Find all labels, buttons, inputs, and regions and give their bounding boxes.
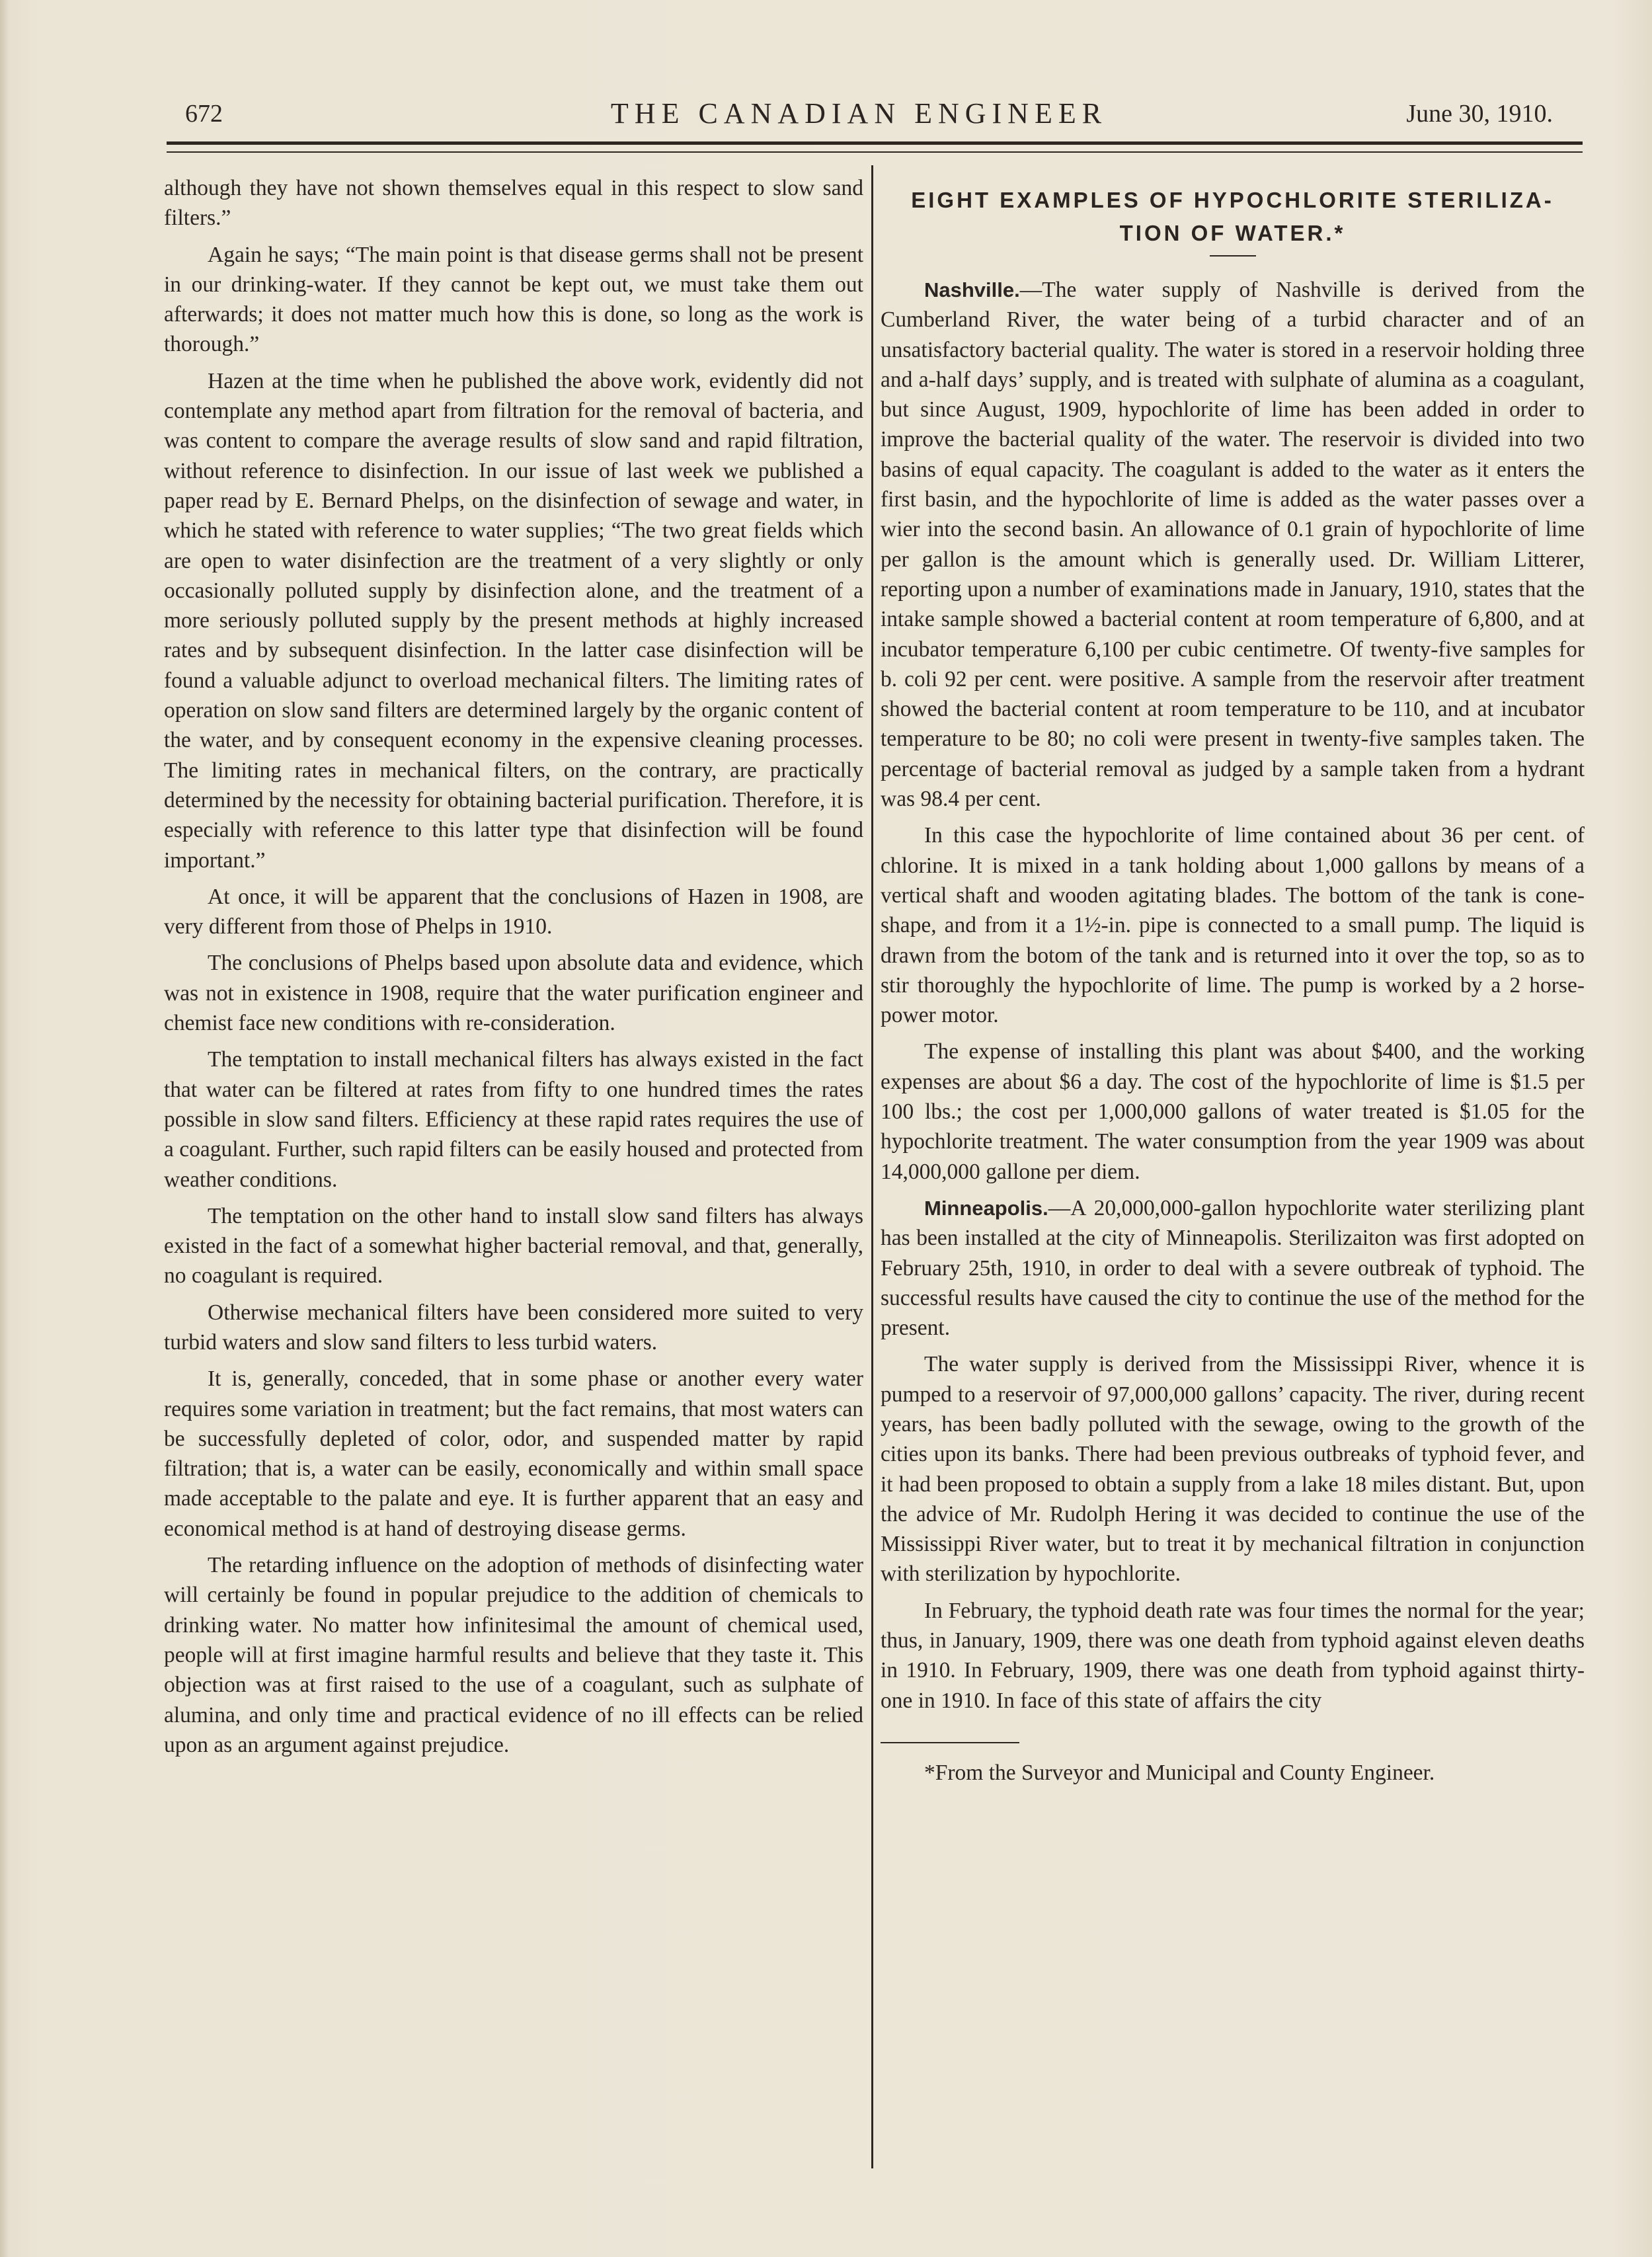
paragraph: Otherwise mechanical filters have been considered more suited to very turbid waters and slow sand filters to less turbid waters. (164, 1300, 863, 1355)
paragraph: In February, the typhoid death rate was four times the normal for the year; thus, in January, 1909, there was one death from typhoid against eleven deaths in 1910. In February, 1909, there was one death from typhoid against thirty-one in 1910. In face of this state of affairs the city (881, 1598, 1585, 1713)
heading-rule (1210, 255, 1256, 257)
paragraph: The conclusions of Phelps based upon absolute data and evidence, which was not in existence in 1908, require that the water purification engineer and chemist face new conditions with re-consideration. (164, 951, 863, 1036)
paragraph-text: —The water supply of Nashville is derived from the Cumberland River, the water being of a turbid character and of an unsatisfactory bacterial quality. The water is stored in a reservoir holding three and a-half days’ supply, and is treated with sulphate of alumina as a coagulant, but since August, 1909, hypochlorite of lime has been added in order to improve the bacterial quality of the water. The reservoir is divided into two basins of equal capacity. The coagulant is added to the water as it enters the first basin, and the hypochlorite of lime is added as the water passes over a wier into the second basin. An allowance of 0.1 grain of hypochlorite of lime per gallon is the amount which is generally used. Dr. William Litterer, reporting upon a number of examinations made in January, 1910, states that the intake sample showed a bacterial content at room temperature of 6,800, and at incubator temperature 6,100 per cubic centimetre. Of twenty-five samples for b. coli 92 per cent. were positive. A sample from the reservoir after treatment showed the bacterial content at room temperature to be 110, and at incubator temperature to be 80; no coli were present in twenty-five samples taken. The percentage of bacterial removal as judged by a sample taken from a hydrant was 98.4 per cent. (881, 278, 1585, 812)
column-divider (871, 165, 873, 2168)
run-in-heading-nashville: Nashville. (924, 278, 1020, 301)
paragraph: The retarding influence on the adoption of methods of disinfecting water will certainly be found in popular prejudice to the addition of chemicals to drinking water. No matter how infinitesimal the amount of chemical used, people will at first imagine harmful results and believe that they taste it. This objection was at first raised to the use of a coagulant, such as sulphate of alumina, and only time and practical evidence of no ill effects can be relied upon as an argument against prejudice. (164, 1553, 863, 1757)
page-number: 672 (185, 100, 223, 128)
left-column (164, 173, 863, 1766)
paragraph: It is, generally, conceded, that in some phase or another every water requires some variation in treatment; but the fact remains, that most waters can be successfully depleted of color, odor, and suspended matter by rapid filtration; that is, a water can be easily, economically and within small space made acceptable to the palate and eye. It is further apparent that an easy and economical method is at hand of destroying disease germs. (164, 1366, 863, 1541)
right-column (881, 173, 1585, 1794)
paragraph: Again he says; “The main point is that disease germs shall not be present in our drinking-water. If they cannot be kept out, we must take them out afterwards; it does not matter much how this is done, so long as the work is thorough.” (164, 242, 863, 357)
page-header (165, 93, 1553, 139)
paragraph: Hazen at the time when he published the above work, evidently did not contemplate any method apart from filtration for the removal of bacteria, and was content to compare the average results of slow sand and rapid filtration, without reference to disinfection. In our issue of last week we published a paper read by E. Bernard Phelps, on the disinfection of sewage and water, in which he stated with reference to water supplies; “The two great fields which are open to water disinfection are the treatment of a very slightly or only occasionally polluted supply by disinfection alone, and the treatment of a more seriously polluted supply by the present methods at highly increased rates and by subsequent disinfection. In the latter case disinfection will be found a valuable adjunct to overload mechanical filters. The limiting rates of operation on slow sand filters are determined largely by the organic content of the water, and by consequent economy in the expensive cleaning processes. The limiting rates in mechanical filters, on the contrary, are practically determined by the necessity for obtaining bacterial purification. Therefore, it is especially with reference to this latter type that disinfection will be found important.” (164, 368, 863, 873)
paragraph-minneapolis (881, 1193, 1585, 1343)
paragraph-text: —A 20,000,000-gallon hypochlorite water sterilizing plant has been installed at the city of Minneapolis. Sterilizaiton was first adopted on February 25th, 1910, in order to deal with a severe outbreak of typhoid. The successful results have caused the city to continue the use of the method for the present. (881, 1195, 1585, 1341)
journal-title: THE CANADIAN ENGINEER (610, 97, 1108, 130)
run-in-heading-minneapolis: Minneapolis. (924, 1196, 1048, 1220)
paragraph: At once, it will be apparent that the conclusions of Hazen in 1908, are very different from those of Phelps in 1910. (164, 884, 863, 939)
paragraph: In this case the hypochlorite of lime contained about 36 per cent. of chlorine. It is mixed in a tank holding about 1,000 gallons by means of a vertical shaft and wooden agitating blades. The bottom of the tank is cone-shape, and from it a 1½-in. pipe is connected to a small pump. The liquid is drawn from the botom of the tank and is returned into it over the top, so as to stir thoroughly the hypochlorite of lime. The pump is worked by a 2 horse-power motor. (881, 823, 1585, 1028)
paragraph: The temptation on the other hand to install slow sand filters has always existed in the fact of a somewhat higher bacterial removal, and that, generally, no coagulant is required. (164, 1203, 863, 1288)
footnote-rule (881, 1742, 1019, 1743)
header-rule-thin (167, 151, 1583, 153)
header-rule-thick (167, 141, 1583, 145)
paragraph: The water supply is derived from the Mississippi River, whence it is pumped to a reservoir of 97,000,000 gallons’ capacity. The river, during recent years, has been badly polluted with the sewage, owing to the growth of the cities upon its banks. There had been previous outbreaks of typhoid fever, and it had been proposed to obtain a supply from a lake 18 miles distant. But, upon the advice of Mr. Rudolph Hering it was decided to continue the use of the Mississippi River water, but to treat it by mechanical filtration in conjunction with sterilization by hypochlorite. (881, 1352, 1585, 1587)
paragraph: although they have not shown themselves equal in this respect to slow sand filters.” (164, 176, 863, 231)
article-heading: EIGHT EXAMPLES OF HYPOCHLORITE STERILIZA-TION OF WATER.* (911, 188, 1554, 245)
paragraph: The expense of installing this plant was about $400, and the working expenses are about $6 a day. The cost of the hypochlorite of lime is $1.5 per 100 lbs.; the cost per 1,000,000 gallons of water treated is $1.05 for the hypochlorite treatment. The water consumption from the year 1909 was about 14,000,000 gallone per diem. (881, 1039, 1585, 1184)
issue-date: June 30, 1910. (1406, 100, 1553, 128)
paragraph: The temptation to install mechanical filters has always existed in the fact that water can be filtered at rates from fifty to one hundred times the rates possible in slow sand filters. Efficiency at these rapid rates requires the use of a coagulant. Further, such rapid filters can be easily housed and protected from weather conditions. (164, 1047, 863, 1192)
footnote: *From the Surveyor and Municipal and County Engineer. (924, 1760, 1435, 1785)
paragraph-nashville (881, 275, 1585, 814)
